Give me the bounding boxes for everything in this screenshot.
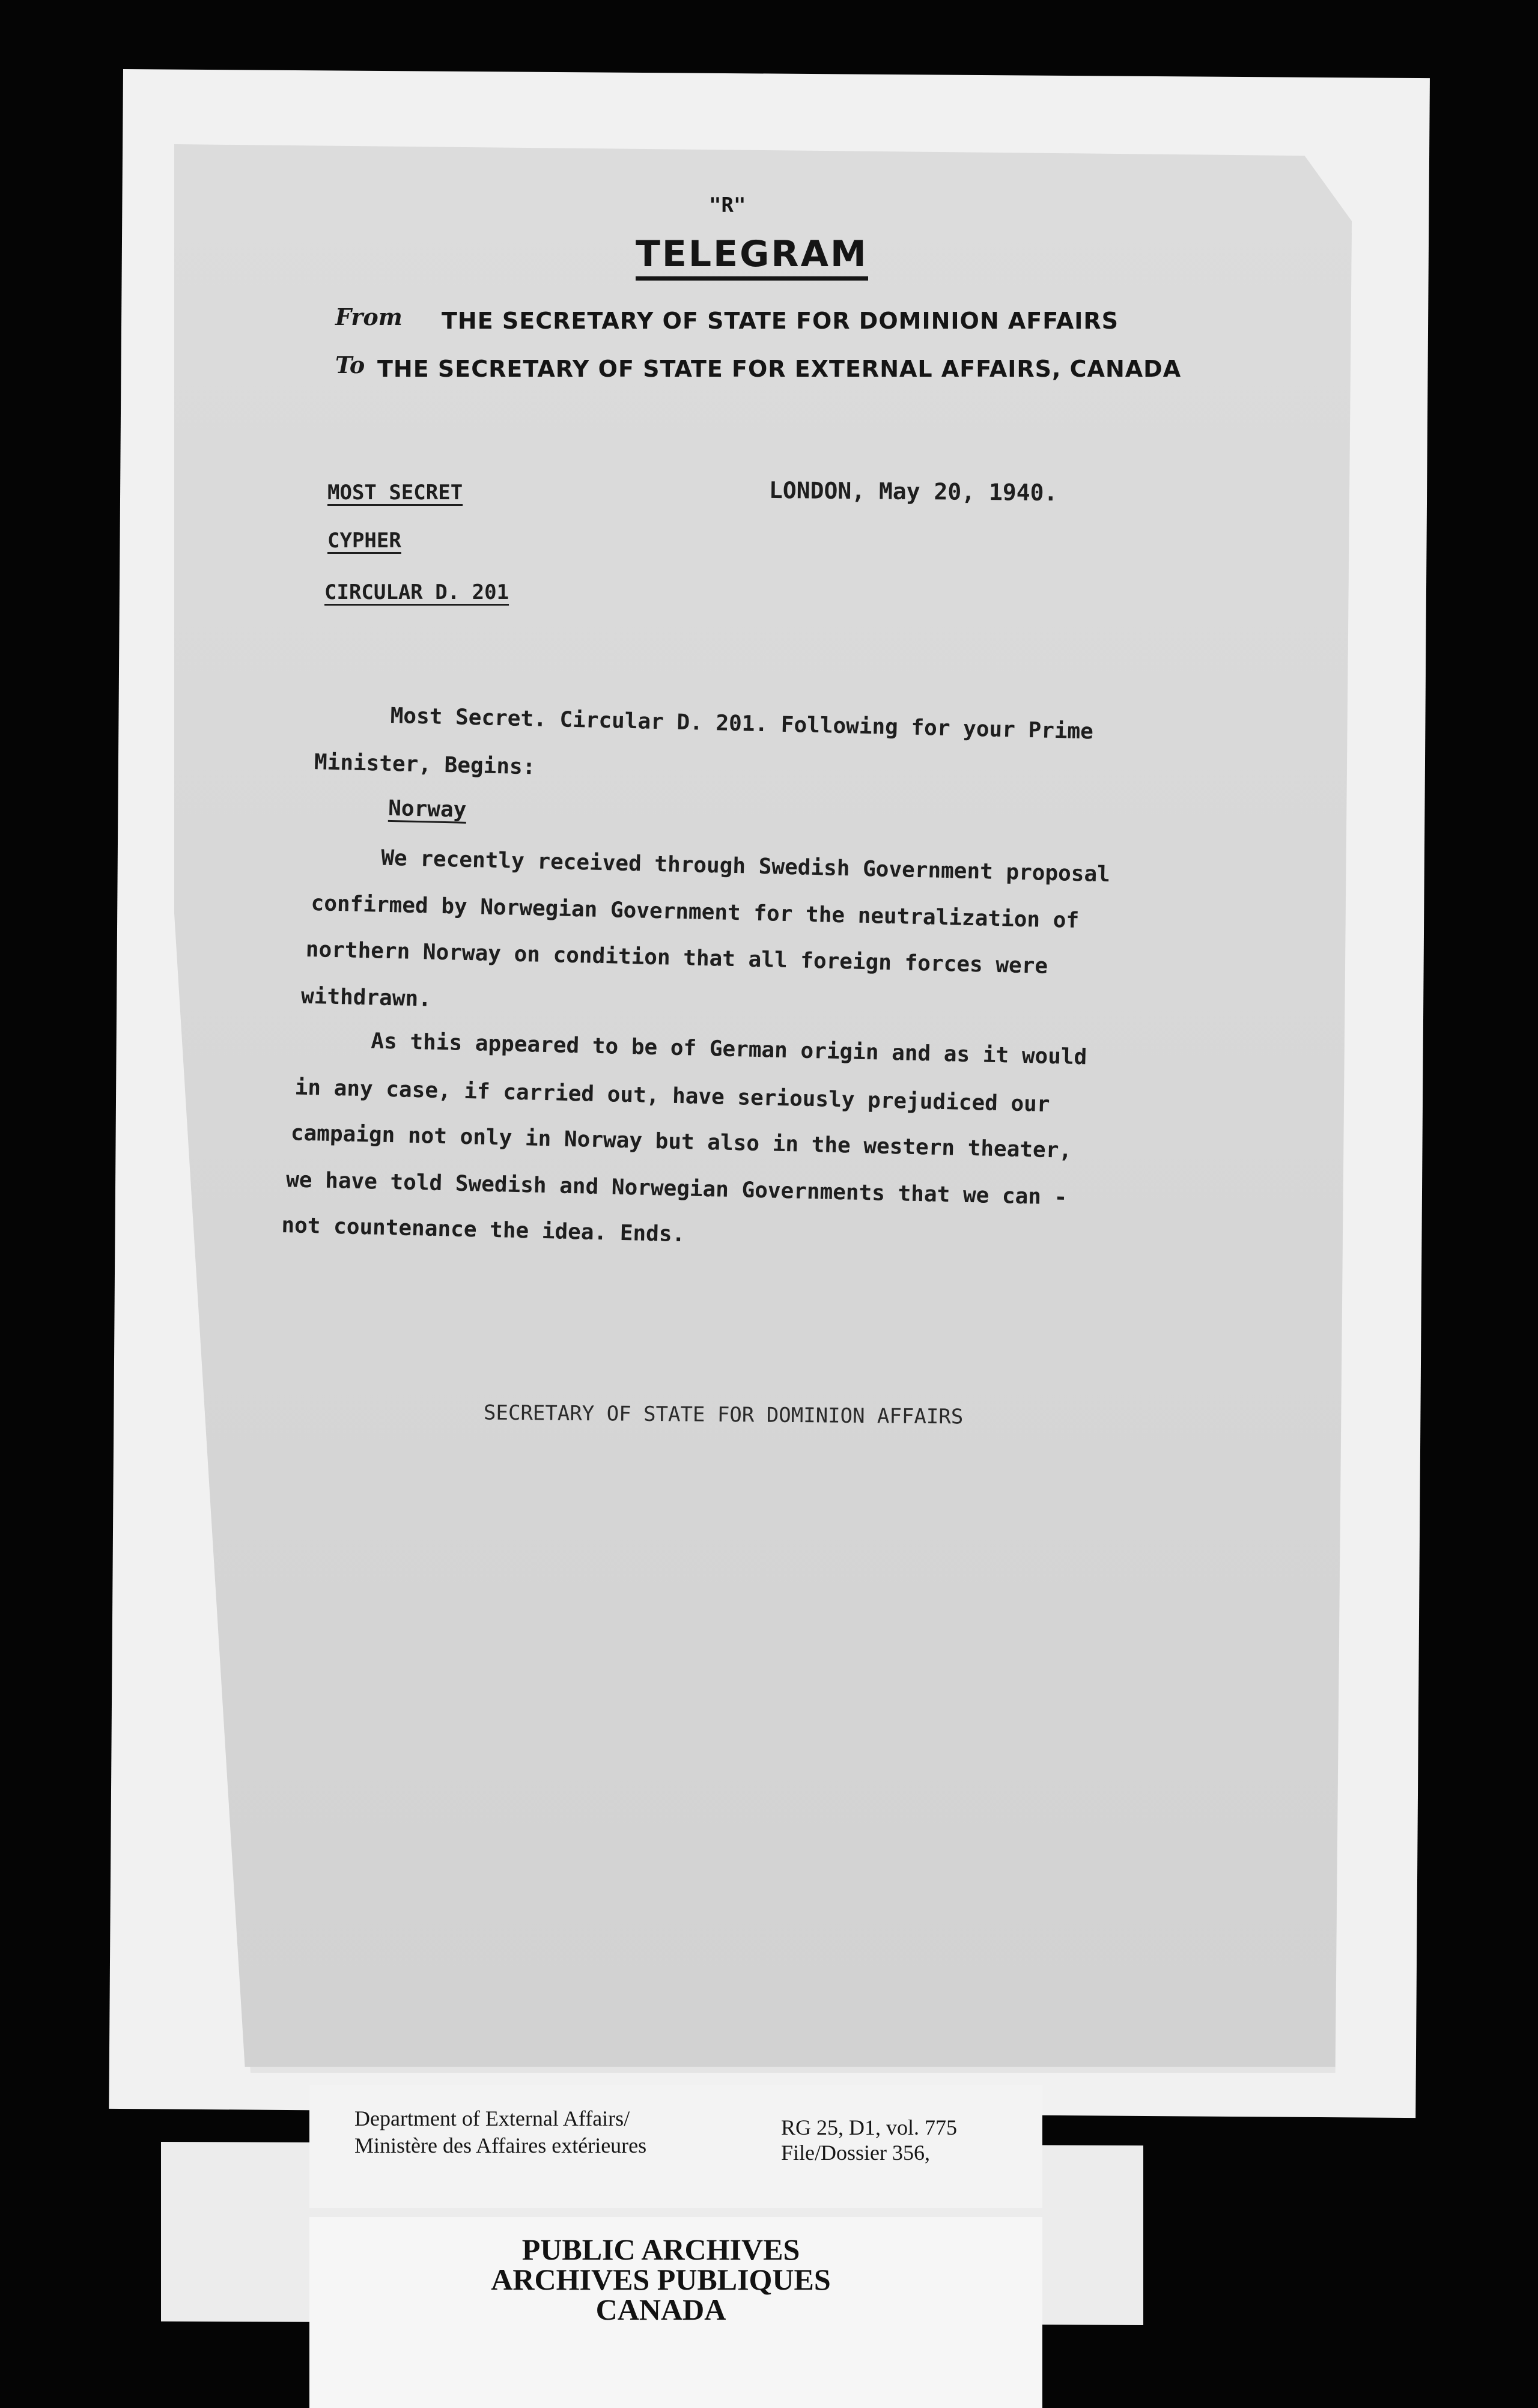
to-label: To [335,351,365,379]
paragraph-1-line-4: withdrawn. [300,984,432,1012]
signature-line: SECRETARY OF STATE FOR DOMINION AFFAIRS [483,1400,964,1429]
from-value: THE SECRETARY OF STATE FOR DOMINION AFFAIRS [442,308,1119,334]
record-group: RG 25, D1, vol. 775 [781,2115,958,2139]
file-dossier: File/Dossier 356, [781,2141,930,2165]
body-line-1: Most Secret. Circular D. 201. Following for your Prime [390,703,1094,744]
from-label: From [335,303,403,330]
paragraph-1-line-2: confirmed by Norwegian Government for the neutralization of [311,891,1080,934]
classification-mark: "R" [709,193,746,217]
paragraph-2-line-5: not countenance the idea. Ends. [281,1213,685,1247]
classification-level: MOST SECRET [327,481,463,505]
archive-stamp-line-2: ARCHIVES PUBLIQUES [491,2263,831,2296]
transmission-method: CYPHER [327,529,401,553]
paragraph-2-line-2: in any case, if carried out, have seriously prejudiced our [294,1075,1050,1117]
circular-number: CIRCULAR D. 201 [324,580,509,604]
paragraph-1-line-1: We recently received through Swedish Government proposal [380,845,1111,887]
paragraph-2-line-3: campaign not only in Norway but also in the western theater, [290,1120,1072,1163]
body-line-2: Minister, Begins: [314,750,536,780]
department-english: Department of External Affairs/ [354,2106,630,2130]
paragraph-2-line-4: we have told Swedish and Norwegian Governments that we can - [285,1167,1068,1210]
to-value: THE SECRETARY OF STATE FOR EXTERNAL AFFAIRS, CANADA [377,356,1182,382]
dateline: LONDON, May 20, 1940. [768,476,1058,506]
telegram-title-text: TELEGRAM [636,233,868,281]
paragraph-1-line-3: northern Norway on condition that all foreign forces were [305,937,1048,979]
subject-heading: Norway [388,795,467,822]
department-french: Ministère des Affaires extérieures [354,2133,647,2157]
paragraph-2-line-1: As this appeared to be of German origin and as it would [371,1029,1087,1070]
archive-stamp-line-1: PUBLIC ARCHIVES [521,2233,800,2266]
archive-stamp-line-3: CANADA [595,2293,726,2326]
